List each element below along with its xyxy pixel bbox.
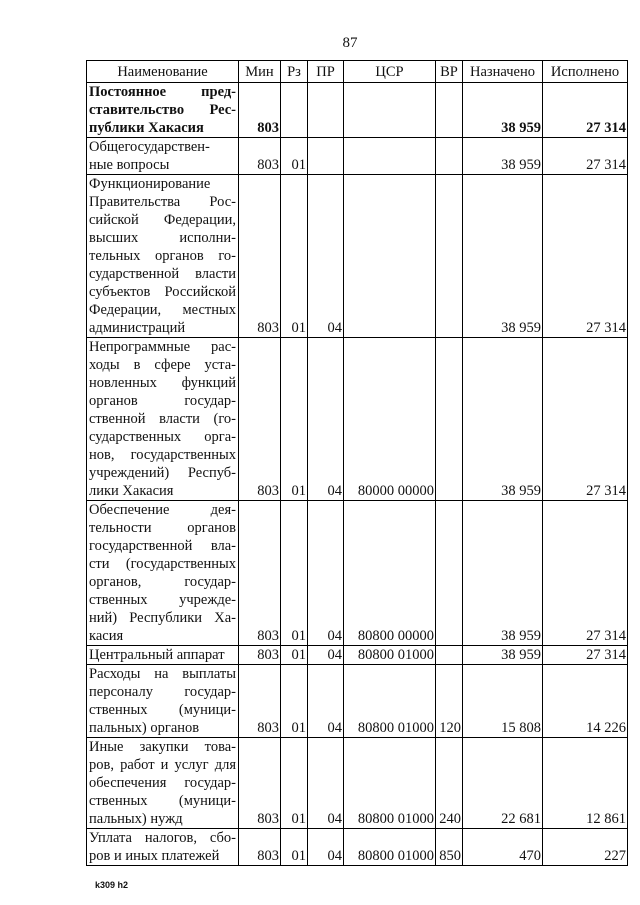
name-line: лики Хакасия	[89, 483, 174, 499]
budget-table	[86, 60, 628, 866]
name-line: ставительство Рес-	[89, 102, 236, 118]
name-line: ственной власти (го-	[89, 411, 236, 427]
table-row	[87, 338, 628, 501]
cell-min: 803	[239, 738, 281, 829]
name-line: Постоянное пред-	[89, 84, 236, 100]
name-line: органов, государ-	[89, 574, 236, 590]
cell-rz	[281, 83, 308, 138]
name-line: ходы в сфере уста-	[89, 357, 236, 373]
cell-vr	[436, 501, 463, 646]
name-line: органов государ-	[89, 393, 236, 409]
table-row	[87, 501, 628, 646]
cell-pr	[308, 83, 344, 138]
cell-executed: 27 314	[543, 175, 628, 338]
name-line: высших исполни-	[89, 230, 236, 246]
cell-min: 803	[239, 338, 281, 501]
name-line: ров, работ и услуг для	[89, 757, 236, 773]
cell-executed: 27 314	[543, 338, 628, 501]
cell-executed: 12 861	[543, 738, 628, 829]
table-row	[87, 665, 628, 738]
cell-csr: 80800 01000	[344, 829, 436, 866]
footer-code: k309 h2	[95, 880, 129, 890]
name-line: ные вопросы	[89, 157, 170, 173]
cell-csr: 80800 01000	[344, 665, 436, 738]
cell-csr: 80800 00000	[344, 501, 436, 646]
cell-min: 803	[239, 501, 281, 646]
header-executed: Исполнено	[543, 61, 628, 83]
table-row	[87, 175, 628, 338]
cell-assigned: 38 959	[463, 138, 543, 175]
table-row	[87, 646, 628, 665]
name-line: ров и иных платежей	[89, 848, 220, 864]
name-line: Центральный аппарат	[89, 647, 225, 663]
cell-executed: 27 314	[543, 501, 628, 646]
cell-vr	[436, 138, 463, 175]
cell-min: 803	[239, 829, 281, 866]
name-line: тельных органов го-	[89, 248, 236, 264]
cell-name	[87, 829, 239, 866]
header-pr: ПР	[308, 61, 344, 83]
cell-min: 803	[239, 175, 281, 338]
header-csr: ЦСР	[344, 61, 436, 83]
table-row	[87, 138, 628, 175]
cell-name	[87, 501, 239, 646]
cell-assigned: 15 808	[463, 665, 543, 738]
cell-pr: 04	[308, 738, 344, 829]
name-line: администраций	[89, 320, 186, 336]
header-rz: Рз	[281, 61, 308, 83]
cell-min: 803	[239, 665, 281, 738]
cell-assigned: 22 681	[463, 738, 543, 829]
cell-min: 803	[239, 646, 281, 665]
name-line: государственной вла-	[89, 538, 236, 554]
cell-csr	[344, 175, 436, 338]
name-line: сударственной власти	[89, 266, 236, 282]
name-line: публики Хакасия	[89, 120, 204, 136]
page-number: 87	[342, 35, 358, 51]
name-line: учреждений) Респуб-	[89, 465, 236, 481]
name-line: пальных) нужд	[89, 811, 183, 827]
cell-name	[87, 646, 239, 665]
cell-name	[87, 738, 239, 829]
name-line: Общегосударствен-	[89, 139, 210, 155]
name-line: касия	[89, 628, 124, 644]
header-vr: ВР	[436, 61, 463, 83]
cell-pr: 04	[308, 665, 344, 738]
cell-pr	[308, 138, 344, 175]
name-line: Непрограммные рас-	[89, 339, 236, 355]
cell-rz: 01	[281, 138, 308, 175]
cell-rz: 01	[281, 665, 308, 738]
name-line: Уплата налогов, сбо-	[89, 830, 236, 846]
cell-vr: 850	[436, 829, 463, 866]
cell-executed: 227	[543, 829, 628, 866]
name-line: нов, государственных	[89, 447, 236, 463]
table-row	[87, 829, 628, 866]
name-line: Расходы на выплаты	[89, 666, 236, 682]
cell-pr: 04	[308, 829, 344, 866]
cell-pr: 04	[308, 501, 344, 646]
name-line: Иные закупки това-	[89, 739, 236, 755]
name-line: сийской Федерации,	[89, 212, 236, 228]
cell-min: 803	[239, 83, 281, 138]
cell-executed: 14 226	[543, 665, 628, 738]
name-line: новленных функций	[89, 375, 236, 391]
cell-csr	[344, 83, 436, 138]
cell-assigned: 38 959	[463, 175, 543, 338]
cell-pr: 04	[308, 646, 344, 665]
cell-vr	[436, 175, 463, 338]
name-line: ственных учрежде-	[89, 592, 236, 608]
cell-rz: 01	[281, 646, 308, 665]
cell-name	[87, 338, 239, 501]
cell-name	[87, 83, 239, 138]
name-line: сти (государственных	[89, 556, 236, 572]
header-assigned: Назначено	[463, 61, 543, 83]
cell-vr	[436, 646, 463, 665]
name-line: Правительства Рос-	[89, 194, 236, 210]
name-line: обеспечения государ-	[89, 775, 236, 791]
name-line: пальных) органов	[89, 720, 200, 736]
cell-name	[87, 138, 239, 175]
cell-rz: 01	[281, 829, 308, 866]
cell-pr: 04	[308, 175, 344, 338]
cell-csr: 80800 01000	[344, 646, 436, 665]
cell-rz: 01	[281, 338, 308, 501]
cell-vr	[436, 338, 463, 501]
table-header-row	[87, 61, 628, 83]
cell-assigned: 38 959	[463, 83, 543, 138]
header-name: Наименование	[87, 61, 239, 83]
cell-assigned: 38 959	[463, 646, 543, 665]
name-line: ственных (муници-	[89, 702, 236, 718]
cell-executed: 27 314	[543, 138, 628, 175]
table-row	[87, 738, 628, 829]
cell-executed: 27 314	[543, 83, 628, 138]
cell-vr: 240	[436, 738, 463, 829]
name-line: Обеспечение дея-	[89, 502, 236, 518]
cell-executed: 27 314	[543, 646, 628, 665]
name-line: ственных (муници-	[89, 793, 236, 809]
cell-rz: 01	[281, 175, 308, 338]
cell-assigned: 38 959	[463, 501, 543, 646]
name-line: субъектов Российской	[89, 284, 236, 300]
cell-name	[87, 175, 239, 338]
header-min: Мин	[239, 61, 281, 83]
cell-assigned: 470	[463, 829, 543, 866]
cell-pr: 04	[308, 338, 344, 501]
cell-assigned: 38 959	[463, 338, 543, 501]
cell-name	[87, 665, 239, 738]
name-line: Функционирование	[89, 176, 211, 192]
name-line: тельности органов	[89, 520, 236, 536]
name-line: персоналу государ-	[89, 684, 236, 700]
cell-rz: 01	[281, 501, 308, 646]
cell-vr: 120	[436, 665, 463, 738]
name-line: сударственных орга-	[89, 429, 236, 445]
cell-csr: 80000 00000	[344, 338, 436, 501]
table-row	[87, 83, 628, 138]
cell-min: 803	[239, 138, 281, 175]
name-line: ний) Республики Ха-	[89, 610, 236, 626]
cell-csr	[344, 138, 436, 175]
name-line: Федерации, местных	[89, 302, 236, 318]
cell-rz: 01	[281, 738, 308, 829]
cell-vr	[436, 83, 463, 138]
cell-csr: 80800 01000	[344, 738, 436, 829]
